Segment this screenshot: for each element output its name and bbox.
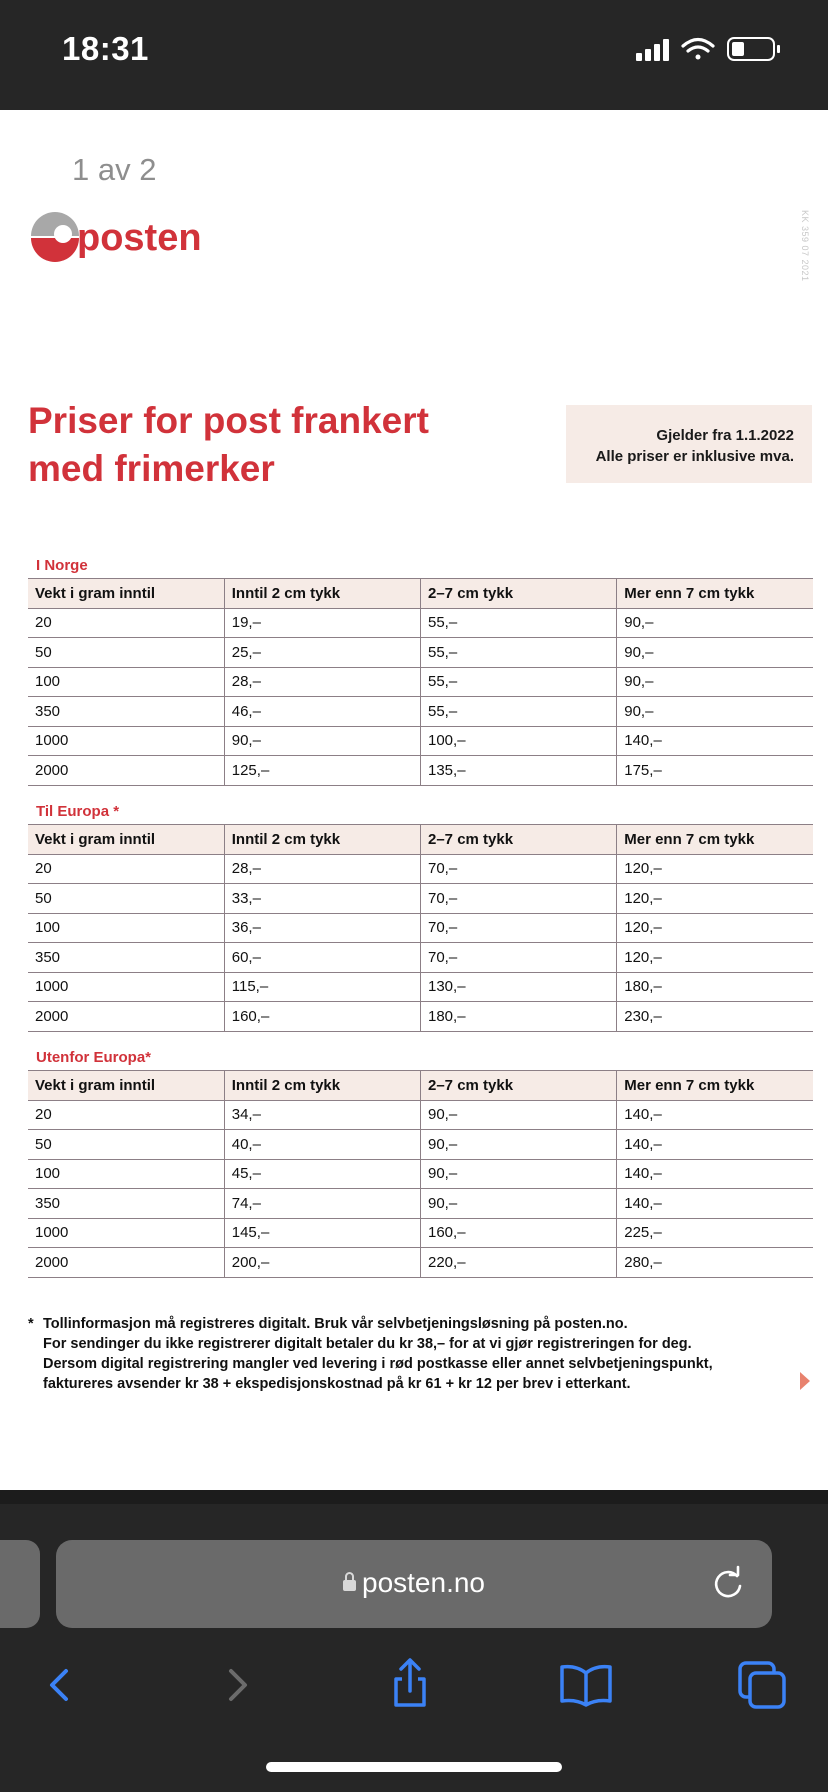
share-icon[interactable] <box>380 1655 440 1715</box>
table-cell: 100 <box>28 667 224 697</box>
column-header: 2–7 cm tykk <box>421 579 617 609</box>
section-title: Til Europa * <box>36 803 120 820</box>
table-cell: 90,– <box>421 1159 617 1189</box>
table-cell: 1000 <box>28 1218 224 1248</box>
table-cell: 225,– <box>617 1218 813 1248</box>
table-cell: 100,– <box>421 726 617 756</box>
column-header: Vekt i gram inntil <box>28 825 224 855</box>
table-cell: 50 <box>28 638 224 668</box>
notice-vat: Alle priser er inklusive mva. <box>595 448 794 465</box>
title-line-1: Priser for post frankert <box>28 400 429 441</box>
table-cell: 90,– <box>617 608 813 638</box>
table-cell: 40,– <box>224 1130 420 1160</box>
price-section <box>28 554 813 786</box>
table-cell: 140,– <box>617 1159 813 1189</box>
status-icons <box>636 34 796 64</box>
footnote-line: For sendinger du ikke registrerer digitalt betaler du kr 38,– for at vi gjør registreringen for deg. <box>43 1336 692 1352</box>
table-cell: 46,– <box>224 697 420 727</box>
table-cell: 20 <box>28 854 224 884</box>
table-cell: 70,– <box>421 943 617 973</box>
table-row <box>28 884 813 914</box>
table-cell: 350 <box>28 697 224 727</box>
table-cell: 2000 <box>28 1002 224 1032</box>
table-cell: 19,– <box>224 608 420 638</box>
table-row <box>28 1100 813 1130</box>
table-row <box>28 1189 813 1219</box>
table-cell: 33,– <box>224 884 420 914</box>
page-indicator: 1 av 2 <box>72 152 157 187</box>
table-cell: 90,– <box>224 726 420 756</box>
footnote <box>28 1314 808 1394</box>
table-cell: 34,– <box>224 1100 420 1130</box>
column-header: Inntil 2 cm tykk <box>224 579 420 609</box>
table-row <box>28 972 813 1002</box>
column-header: Vekt i gram inntil <box>28 579 224 609</box>
table-cell: 140,– <box>617 1130 813 1160</box>
table-cell: 90,– <box>617 667 813 697</box>
table-cell: 70,– <box>421 854 617 884</box>
price-table <box>28 824 813 1032</box>
table-cell: 120,– <box>617 913 813 943</box>
price-section <box>28 800 813 1032</box>
wifi-icon <box>683 40 713 60</box>
address-bar[interactable] <box>56 1540 772 1628</box>
document-id: KK 359 07 2021 <box>800 210 810 282</box>
back-icon[interactable] <box>30 1655 90 1715</box>
signal-icon <box>636 39 669 61</box>
tabs-icon[interactable] <box>732 1655 792 1715</box>
table-cell: 60,– <box>224 943 420 973</box>
table-cell: 350 <box>28 1189 224 1219</box>
table-cell: 20 <box>28 608 224 638</box>
table-cell: 280,– <box>617 1248 813 1278</box>
footnote-line: Dersom digital registrering mangler ved levering i rød postkasse eller annet selvbetjeningspunkt, <box>43 1356 713 1372</box>
posten-logo <box>28 208 218 266</box>
table-row <box>28 638 813 668</box>
table-row <box>28 854 813 884</box>
table-cell: 2000 <box>28 1248 224 1278</box>
title-line-2: med frimerker <box>28 448 275 489</box>
footnote-line: faktureres avsender kr 38 + ekspedisjonskostnad på kr 61 + kr 12 per brev i etterkant. <box>43 1376 631 1392</box>
table-cell: 160,– <box>421 1218 617 1248</box>
table-row <box>28 913 813 943</box>
table-row <box>28 943 813 973</box>
table-cell: 145,– <box>224 1218 420 1248</box>
address-text <box>56 1567 772 1599</box>
table-row <box>28 756 813 786</box>
table-cell: 70,– <box>421 913 617 943</box>
table-cell: 2000 <box>28 756 224 786</box>
table-cell: 100 <box>28 1159 224 1189</box>
browser-toolbar <box>0 1655 828 1725</box>
table-row <box>28 1130 813 1160</box>
table-row <box>28 726 813 756</box>
table-cell: 1000 <box>28 972 224 1002</box>
table-cell: 28,– <box>224 667 420 697</box>
posten-logo-text: posten <box>77 217 202 259</box>
table-cell: 50 <box>28 884 224 914</box>
table-cell: 90,– <box>421 1100 617 1130</box>
section-title: I Norge <box>36 557 88 574</box>
table-cell: 100 <box>28 913 224 943</box>
notice-date: Gjelder fra 1.1.2022 <box>656 427 794 444</box>
column-header: Inntil 2 cm tykk <box>224 825 420 855</box>
table-cell: 130,– <box>421 972 617 1002</box>
browser-divider <box>0 1490 828 1504</box>
reload-icon[interactable] <box>708 1564 748 1604</box>
table-cell: 25,– <box>224 638 420 668</box>
table-cell: 28,– <box>224 854 420 884</box>
previous-tab-preview[interactable] <box>0 1540 40 1628</box>
table-cell: 45,– <box>224 1159 420 1189</box>
price-table <box>28 578 813 786</box>
url-text: posten.no <box>362 1567 485 1598</box>
footnote-marker: * <box>28 1316 34 1332</box>
table-header-row <box>28 825 813 855</box>
price-table <box>28 1070 813 1278</box>
table-cell: 55,– <box>421 608 617 638</box>
table-cell: 120,– <box>617 943 813 973</box>
column-header: Inntil 2 cm tykk <box>224 1071 420 1101</box>
table-cell: 55,– <box>421 638 617 668</box>
table-cell: 125,– <box>224 756 420 786</box>
column-header: 2–7 cm tykk <box>421 825 617 855</box>
section-title: Utenfor Europa* <box>36 1049 152 1066</box>
table-cell: 1000 <box>28 726 224 756</box>
table-cell: 70,– <box>421 884 617 914</box>
table-row <box>28 1002 813 1032</box>
table-row <box>28 1218 813 1248</box>
table-cell: 140,– <box>617 726 813 756</box>
footnote-line: Tollinformasjon må registreres digitalt. Bruk vår selvbetjeningsløsning på posten.no. <box>43 1316 628 1332</box>
table-cell: 120,– <box>617 884 813 914</box>
battery-icon <box>728 38 780 60</box>
table-cell: 200,– <box>224 1248 420 1278</box>
posten-logo-mark <box>31 212 79 262</box>
column-header: Mer enn 7 cm tykk <box>617 579 813 609</box>
table-header-row <box>28 1071 813 1101</box>
bookmarks-icon[interactable] <box>556 1655 616 1715</box>
column-header: Mer enn 7 cm tykk <box>617 825 813 855</box>
home-indicator[interactable] <box>266 1762 562 1772</box>
column-header: Vekt i gram inntil <box>28 1071 224 1101</box>
table-cell: 74,– <box>224 1189 420 1219</box>
table-cell: 220,– <box>421 1248 617 1278</box>
table-row <box>28 667 813 697</box>
column-header: Mer enn 7 cm tykk <box>617 1071 813 1101</box>
next-page-arrow-icon[interactable] <box>800 1372 810 1390</box>
table-cell: 140,– <box>617 1189 813 1219</box>
table-cell: 135,– <box>421 756 617 786</box>
browser-chrome <box>0 1490 828 1792</box>
table-cell: 350 <box>28 943 224 973</box>
table-cell: 20 <box>28 1100 224 1130</box>
table-cell: 55,– <box>421 697 617 727</box>
table-cell: 160,– <box>224 1002 420 1032</box>
table-cell: 175,– <box>617 756 813 786</box>
table-cell: 36,– <box>224 913 420 943</box>
table-cell: 90,– <box>617 638 813 668</box>
table-cell: 115,– <box>224 972 420 1002</box>
table-row <box>28 608 813 638</box>
status-time: 18:31 <box>62 30 149 67</box>
table-cell: 120,– <box>617 854 813 884</box>
validity-notice <box>566 405 812 483</box>
table-cell: 230,– <box>617 1002 813 1032</box>
table-cell: 140,– <box>617 1100 813 1130</box>
status-bar <box>0 0 828 110</box>
table-header-row <box>28 579 813 609</box>
table-row <box>28 1248 813 1278</box>
table-cell: 55,– <box>421 667 617 697</box>
table-row <box>28 697 813 727</box>
column-header: 2–7 cm tykk <box>421 1071 617 1101</box>
lock-icon <box>343 1580 356 1591</box>
table-cell: 90,– <box>421 1130 617 1160</box>
page-title <box>28 397 498 493</box>
pdf-page[interactable] <box>0 110 828 1490</box>
table-cell: 180,– <box>617 972 813 1002</box>
table-cell: 90,– <box>617 697 813 727</box>
forward-icon[interactable] <box>207 1655 267 1715</box>
table-cell: 90,– <box>421 1189 617 1219</box>
table-cell: 50 <box>28 1130 224 1160</box>
table-row <box>28 1159 813 1189</box>
price-section <box>28 1046 813 1278</box>
table-cell: 180,– <box>421 1002 617 1032</box>
